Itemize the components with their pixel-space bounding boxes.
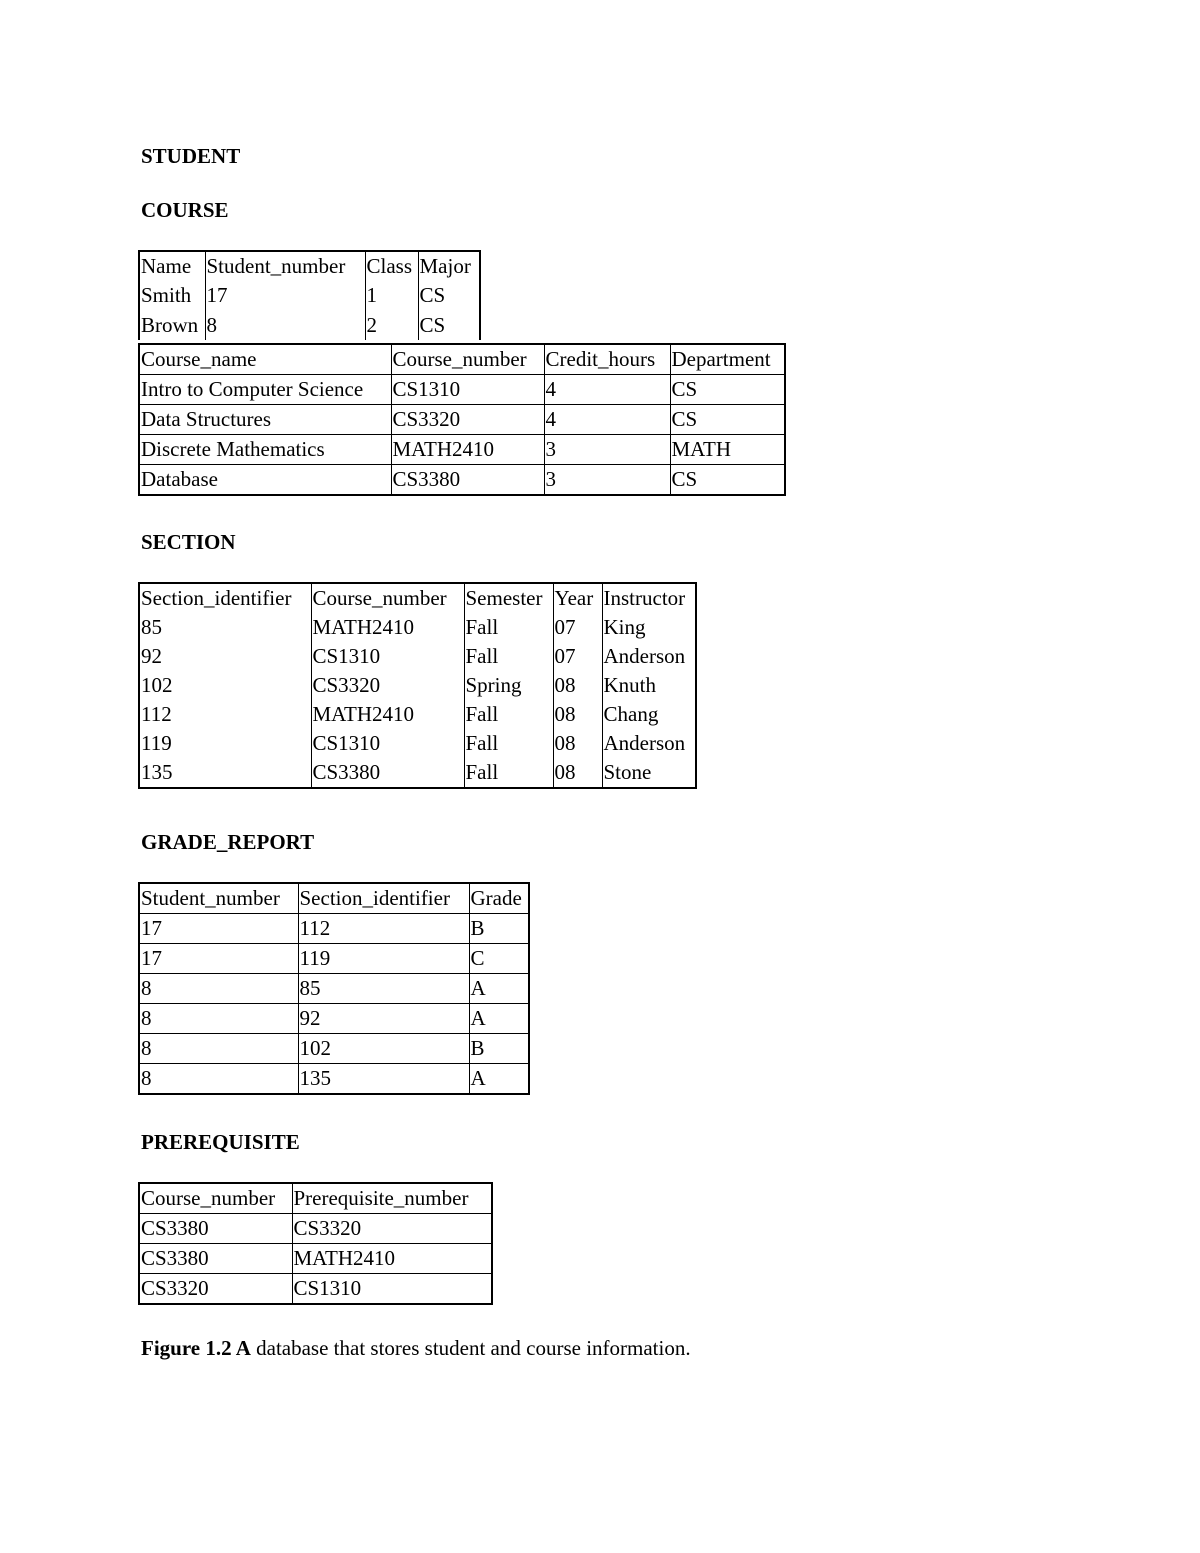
table-cell: Discrete Mathematics bbox=[139, 435, 391, 465]
table-row bbox=[139, 944, 529, 974]
column-header: Department bbox=[670, 344, 785, 375]
table-cell: CS3380 bbox=[311, 758, 464, 788]
table-cell: MATH bbox=[670, 435, 785, 465]
table-cell: 08 bbox=[553, 729, 602, 758]
prerequisite-table-body bbox=[139, 1183, 492, 1304]
table-cell: A bbox=[469, 1004, 529, 1034]
table-cell: CS3320 bbox=[292, 1214, 492, 1244]
header-row bbox=[139, 344, 785, 375]
table-row bbox=[139, 700, 696, 729]
table-cell: MATH2410 bbox=[292, 1244, 492, 1274]
table-cell: 1 bbox=[365, 281, 418, 310]
table-cell: CS1310 bbox=[311, 642, 464, 671]
table-cell: CS bbox=[418, 311, 480, 340]
table-row bbox=[139, 1004, 529, 1034]
column-header: Credit_hours bbox=[544, 344, 670, 375]
prerequisite-table bbox=[138, 1182, 493, 1305]
table-cell: Fall bbox=[464, 700, 553, 729]
table-cell: CS bbox=[670, 405, 785, 435]
heading-section: SECTION bbox=[141, 530, 236, 554]
heading-prerequisite: PREREQUISITE bbox=[141, 1130, 300, 1154]
heading-student: STUDENT bbox=[141, 144, 241, 168]
table-cell: Anderson bbox=[602, 729, 696, 758]
table-cell: 07 bbox=[553, 613, 602, 642]
student-table bbox=[138, 250, 481, 340]
table-cell: 135 bbox=[139, 758, 311, 788]
table-row bbox=[139, 375, 785, 405]
column-header: Course_name bbox=[139, 344, 391, 375]
table-cell: CS3320 bbox=[139, 1274, 292, 1305]
column-header: Student_number bbox=[205, 251, 365, 281]
table-cell: 07 bbox=[553, 642, 602, 671]
table-cell: CS3380 bbox=[139, 1244, 292, 1274]
table-cell: MATH2410 bbox=[311, 700, 464, 729]
table-cell: Stone bbox=[602, 758, 696, 788]
table-cell: MATH2410 bbox=[311, 613, 464, 642]
header-row bbox=[139, 583, 696, 613]
table-cell: Smith bbox=[139, 281, 205, 310]
table-cell: 8 bbox=[139, 1064, 298, 1095]
table-cell: CS3380 bbox=[391, 465, 544, 496]
table-cell: CS1310 bbox=[391, 375, 544, 405]
column-header: Grade bbox=[469, 883, 529, 914]
table-cell: CS1310 bbox=[311, 729, 464, 758]
header-row bbox=[139, 251, 480, 281]
table-row bbox=[139, 1064, 529, 1095]
table-cell: 17 bbox=[139, 914, 298, 944]
table-cell: 4 bbox=[544, 405, 670, 435]
table-cell: Anderson bbox=[602, 642, 696, 671]
table-cell: 8 bbox=[205, 311, 365, 340]
table-cell: MATH2410 bbox=[391, 435, 544, 465]
table-cell: A bbox=[469, 1064, 529, 1095]
table-cell: B bbox=[469, 914, 529, 944]
column-header: Course_number bbox=[391, 344, 544, 375]
table-row bbox=[139, 281, 480, 310]
grade-report-table bbox=[138, 882, 530, 1095]
header-row bbox=[139, 883, 529, 914]
table-cell: 8 bbox=[139, 1034, 298, 1064]
column-header: Prerequisite_number bbox=[292, 1183, 492, 1214]
column-header: Course_number bbox=[311, 583, 464, 613]
column-header: Section_identifier bbox=[298, 883, 469, 914]
grade-report-table-body bbox=[139, 883, 529, 1094]
section-table-body bbox=[139, 583, 696, 788]
header-row bbox=[139, 1183, 492, 1214]
table-cell: CS bbox=[418, 281, 480, 310]
table-cell: Fall bbox=[464, 758, 553, 788]
table-cell: 08 bbox=[553, 700, 602, 729]
column-header: Semester bbox=[464, 583, 553, 613]
table-cell: 85 bbox=[298, 974, 469, 1004]
section-table bbox=[138, 582, 697, 789]
table-cell: Data Structures bbox=[139, 405, 391, 435]
table-cell: 08 bbox=[553, 671, 602, 700]
table-row bbox=[139, 435, 785, 465]
table-cell: CS3320 bbox=[311, 671, 464, 700]
table-cell: CS bbox=[670, 465, 785, 496]
table-cell: 112 bbox=[139, 700, 311, 729]
table-cell: Spring bbox=[464, 671, 553, 700]
table-cell: Fall bbox=[464, 613, 553, 642]
table-cell: CS3380 bbox=[139, 1214, 292, 1244]
table-row bbox=[139, 914, 529, 944]
column-header: Section_identifier bbox=[139, 583, 311, 613]
table-cell: CS bbox=[670, 375, 785, 405]
table-row bbox=[139, 1274, 492, 1305]
heading-course: COURSE bbox=[141, 198, 229, 222]
table-cell: 17 bbox=[139, 944, 298, 974]
column-header: Name bbox=[139, 251, 205, 281]
table-row bbox=[139, 1214, 492, 1244]
table-cell: A bbox=[469, 974, 529, 1004]
heading-grade-report: GRADE_REPORT bbox=[141, 830, 315, 854]
table-row bbox=[139, 758, 696, 788]
table-cell: 102 bbox=[298, 1034, 469, 1064]
table-row bbox=[139, 1034, 529, 1064]
table-row bbox=[139, 311, 480, 340]
table-cell: 92 bbox=[298, 1004, 469, 1034]
column-header: Year bbox=[553, 583, 602, 613]
course-table bbox=[138, 343, 786, 496]
table-cell: 119 bbox=[298, 944, 469, 974]
table-cell: 3 bbox=[544, 435, 670, 465]
table-cell: C bbox=[469, 944, 529, 974]
table-row bbox=[139, 729, 696, 758]
table-cell: 8 bbox=[139, 1004, 298, 1034]
table-cell: 102 bbox=[139, 671, 311, 700]
table-row bbox=[139, 974, 529, 1004]
table-cell: 3 bbox=[544, 465, 670, 496]
table-cell: Intro to Computer Science bbox=[139, 375, 391, 405]
table-row bbox=[139, 642, 696, 671]
table-cell: Chang bbox=[602, 700, 696, 729]
figure-caption-text: database that stores student and course information. bbox=[256, 1336, 691, 1360]
table-cell: 8 bbox=[139, 974, 298, 1004]
figure-caption bbox=[141, 1336, 691, 1360]
table-cell: Database bbox=[139, 465, 391, 496]
column-header: Instructor bbox=[602, 583, 696, 613]
table-cell: 92 bbox=[139, 642, 311, 671]
course-table-body bbox=[139, 344, 785, 495]
table-cell: 08 bbox=[553, 758, 602, 788]
table-cell: 85 bbox=[139, 613, 311, 642]
table-cell: Knuth bbox=[602, 671, 696, 700]
student-table-body bbox=[139, 251, 480, 340]
table-row bbox=[139, 671, 696, 700]
table-row bbox=[139, 405, 785, 435]
column-header: Student_number bbox=[139, 883, 298, 914]
table-cell: 112 bbox=[298, 914, 469, 944]
table-cell: B bbox=[469, 1034, 529, 1064]
column-header: Major bbox=[418, 251, 480, 281]
table-cell: 17 bbox=[205, 281, 365, 310]
table-cell: CS3320 bbox=[391, 405, 544, 435]
table-cell: King bbox=[602, 613, 696, 642]
table-cell: Brown bbox=[139, 311, 205, 340]
table-cell: Fall bbox=[464, 729, 553, 758]
table-row bbox=[139, 613, 696, 642]
table-row bbox=[139, 1244, 492, 1274]
table-cell: 135 bbox=[298, 1064, 469, 1095]
table-cell: 4 bbox=[544, 375, 670, 405]
table-cell: 119 bbox=[139, 729, 311, 758]
table-cell: 2 bbox=[365, 311, 418, 340]
table-cell: Fall bbox=[464, 642, 553, 671]
table-row bbox=[139, 465, 785, 496]
figure-caption-label: Figure 1.2 A bbox=[141, 1336, 251, 1360]
table-cell: CS1310 bbox=[292, 1274, 492, 1305]
column-header: Class bbox=[365, 251, 418, 281]
column-header: Course_number bbox=[139, 1183, 292, 1214]
